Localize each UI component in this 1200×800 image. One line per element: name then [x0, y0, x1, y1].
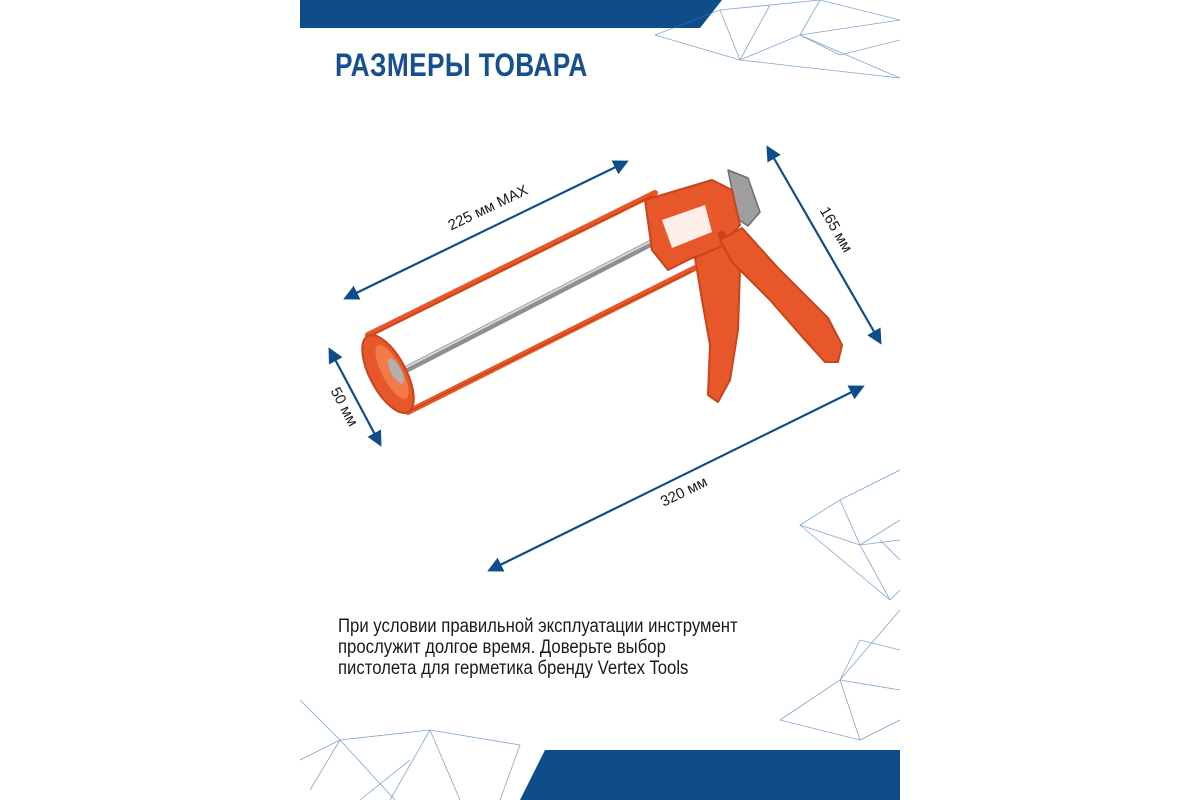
page-title: РАЗМЕРЫ ТОВАРА [335, 47, 588, 83]
caulking-gun-icon [352, 170, 842, 420]
label-total-length: 320 мм [657, 473, 711, 511]
label-height: 165 мм [816, 203, 856, 256]
network-pattern-right [800, 470, 900, 600]
background-graphics [300, 0, 900, 800]
description-line-1: При условии правильной эксплуатации инструмент [338, 616, 738, 637]
bottom-banner [520, 750, 900, 800]
product-description [338, 616, 752, 679]
label-length-max: 225 мм MAX [445, 181, 531, 235]
product-card [300, 0, 900, 800]
description-line-3: пистолета для герметика бренду Vertex Tools [338, 658, 689, 679]
description-line-2: прослужит долгое время. Доверьте выбор [338, 637, 666, 658]
arrow-total-length [490, 387, 862, 570]
dimension-arrows [330, 148, 880, 570]
label-diameter: 50 мм [326, 384, 362, 430]
top-banner [300, 0, 722, 28]
